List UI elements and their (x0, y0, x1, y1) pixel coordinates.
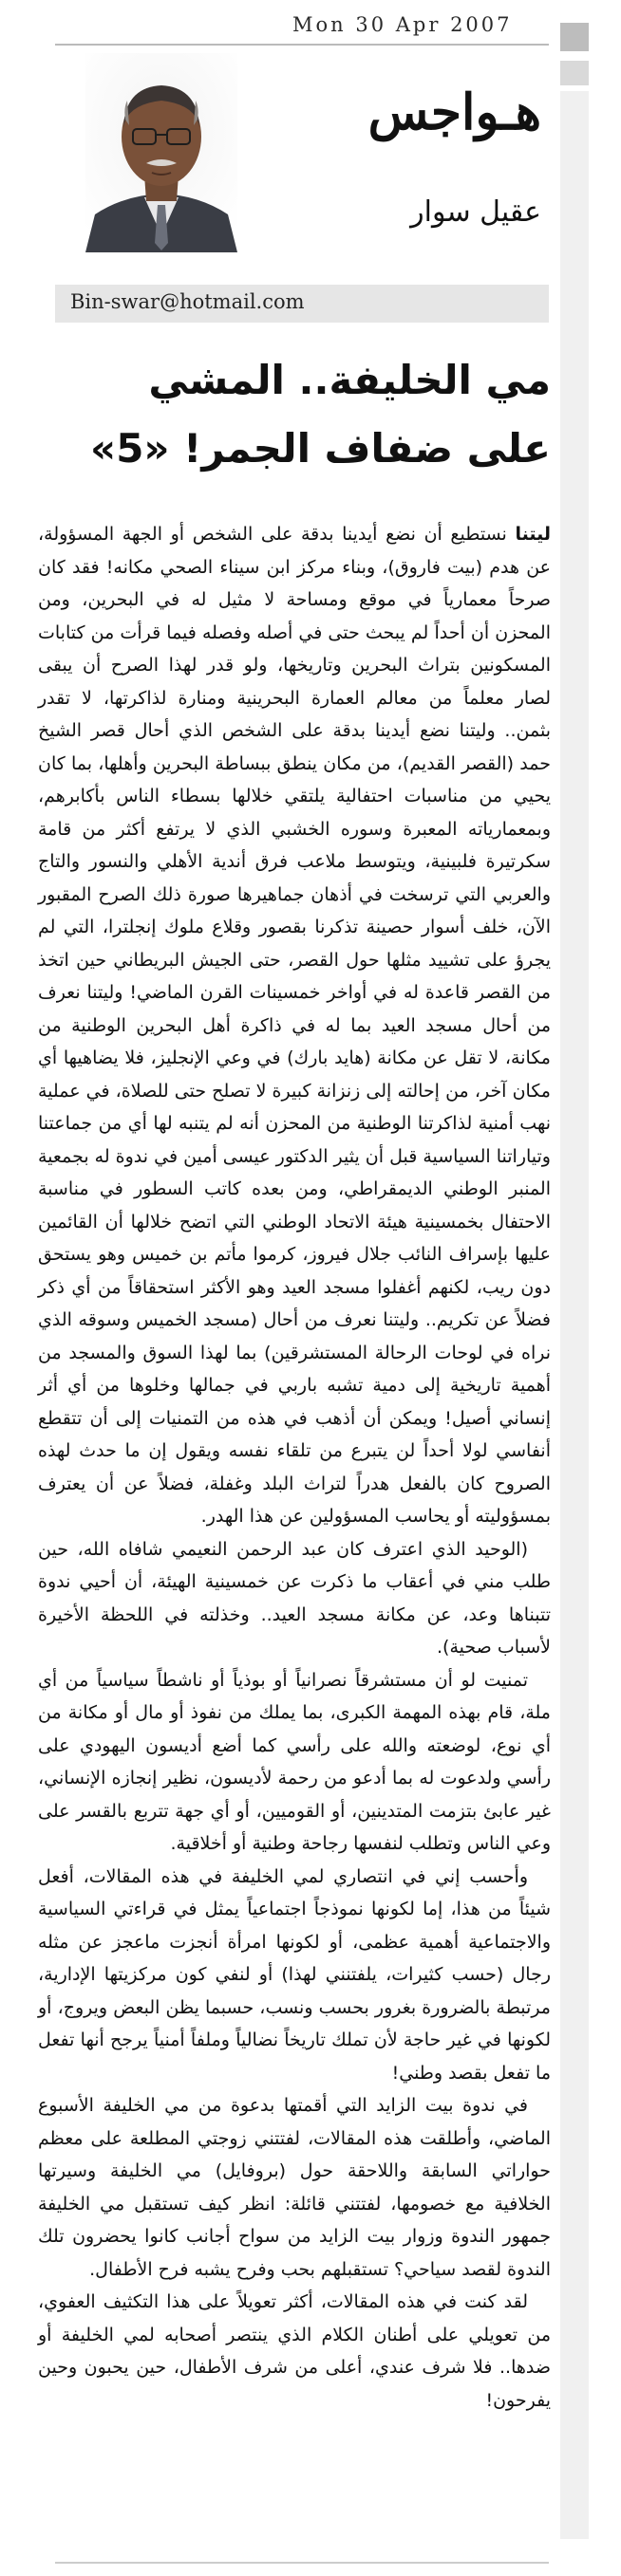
article-paragraph: وأحسب إني في انتصاري لمي الخليفة في هذه المقالات، أفعل شيئاً من هذا، إما لكونها نموذجاً اجتماعياً يمثل في قراءتي السياسية والاجتماعية أهمية عظمى، أو لكونها امرأة أنجزت ماعجز عن مثله رجال (حسب كثيرات، يلفتنني لهذا) أو لنفي كون مركزيتها الإدارية، مرتبطة بالضرورة بغرور بحسب ونسب، حسبما يظن البعض ويروج، أو لكونها في غير حاجة لأن تملك تاريخاً نضالياً وملفاً أمنياً يرجح أنها تفعل ما تفعل بقصد وطني! (38, 1865, 551, 2084)
email-bar (55, 285, 549, 323)
article-paragraph: تمنيت لو أن مستشرقاً نصرانياً أو بوذياً أو ناشطاً سياسياً من أي ملة، قام بهذه المهمة الكبرى، بما يملك من نفوذ أو مال أو مكانة من أي نوع، لوضعته والله على رأسي كما أضع أديسون اليهودي على رأسي ولدعوت له بما أدعو من رحمة لأديسون، نظير إنجازه الإنساني، غير عابئ بتزمت المتدينين، أو القوميين، أو أي جهة تتربع بالقسر على وعي الناس وتطلب لنفسها رجاحة وطنية أو أخلاقية. (38, 1669, 551, 1854)
headline-line-1: مي الخليفة.. المشي (148, 357, 551, 403)
author-name: عقيل سوار (410, 195, 541, 229)
headline-line-2: على ضفاف الجمر! «5» (90, 425, 551, 472)
publication-date: Mon 30 Apr 2007 (292, 13, 513, 36)
article-paragraph: (الوحيد الذي اعترف كان عبد الرحمن النعيمي شافاه الله، حين طلب مني في أعقاب ما ذكرت عن خمسينية الهيئة، أن أحيي ندوة تتبناها وعد، عن مكانة مسجد العيد.. وخذلته في اللحظة الأخيرة لأسباب صحية). (38, 1538, 551, 1658)
corner-decoration (560, 23, 589, 51)
author-portrait-image (85, 53, 237, 252)
bottom-divider (55, 2562, 549, 2564)
article-paragraph: لقد كنت في هذه المقالات، أكثر تعويلاً على هذا التكثيف العفوي، من تعويلي على أطنان الكلام الذي ينتصر أصحابه لمي الخليفة أو ضدها.. فلا شرف عندي، أعلى من شرف الأطفال، حين يحبون وحين يفرحون! (38, 2291, 551, 2411)
article-paragraph (38, 518, 551, 1533)
author-email: Bin-swar@hotmail.com (70, 290, 305, 313)
date-bar (55, 6, 549, 46)
article-body (38, 518, 551, 2548)
corner-decoration (560, 61, 589, 85)
column-name: هـواجس (367, 83, 541, 141)
paragraph-text: نستطيع أن نضع أيدينا بدقة على الشخص أو الجهة المسؤولة، عن هدم (بيت فاروق)، وبناء مركز ابن سيناء الصحي مكانه! فقد كان صرحاً معمارياً في موقع ومساحة لا مثيل له في البحرين، ومن المحزن أن أحداً لم يبحث حتى في أصله وفصله فيما قرأت من كتابات المسكونين بتراث البحرين وتاريخها، ولو قدر لهذا الصرح أن يبقى لصار معلماً من معالم العمارة البحرينية ومنارة لذاكرتها، لا تقدر بثمن.. وليتنا نضع أيدينا بدقة على الشخص الذي أحال قصر الشيخ حمد (القصر القديم)، من مكان ينطق ببساطة البحرين وأهلها، بما كان يحيي من مناسبات احتفالية يلتقي خلالها بسطاء الناس بأكابرهم، وبمعمارياته المعبرة وسوره الخشبي الذي لا يرتفع أكثر من قامة سكرتيرة فلبينية، ويتوسط ملاعب فرق أندية الأهلي والنسور والتاج والعربي التي ترسخت في أذهان جماهيرها صورة ذلك الصرح المقبور الآن، خلف أسوار حصينة تذكرنا بقصور وقلاع ملوك إنجلترا، التي لم يجرؤ على تشييد مثلها حول القصر، حتى الجيش البريطاني حين اتخذ من القصر قاعدة له في أواخر خمسينات القرن الماضي! وليتنا نعرف من أحال مسجد العيد بما له في ذاكرة أهل البحرين الوطنية من مكانة، لا تقل عن مكانة (هايد بارك) في وعي الإنجليز، فلا يضاهيها أي مكان آخر، من إحالته إلى زنزانة كبيرة لا تصلح حتى للصلاة، في عملية نهب أمنية لذاكرتنا الوطنية من المحزن أنه لم يتنبه لها أي من جماعتنا وتياراتنا السياسية قبل أن يثير الدكتور عيسى أمين في ندوة له بجمعية المنبر الوطني الديمقراطي، ومن بعده كاتب السطور في مناسبة الاحتفال بخمسينية هيئة الاتحاد الوطني التي اتضح خلالها أن القائمين عليها بإسراف النائب جلال فيروز، كرموا مأتم بن خميس وهو يستحق دون ريب، لكنهم أغفلوا مسجد العيد وهو الأكثر استحقاقاً من أي ذكر فضلاً عن تكريم.. وليتنا نعرف من أحال (مسجد الخميس وسوقه الذي نراه في لوحات الرحالة المستشرقين) بما لهذا السوق والمسجد من أهمية تاريخية إلى دمية تشبه باربي في جمالها وخلوها من أي أثر إنساني أصيل! ويمكن أن أذهب في هذه من التمنيات إلى أن تتقطع أنفاسي لولا أحداً لن يتبرع من تلقاء نفسه ويقول إن ما حدث لهذه الصروح كان بالفعل هدراً لتراث البلد وغفلة، فضلاً عن أن يعترف بمسؤوليته أو يحاسب المسؤولين عن هذا الهدر. (38, 524, 551, 1527)
side-strip (560, 91, 589, 2539)
lead-word: ليتنا (515, 524, 551, 545)
article-paragraph: في ندوة بيت الزايد التي أقمتها بدعوة من مي الخليفة الأسبوع الماضي، وأطلقت هذه المقالات، لفتتني زوجتي المطلعة على معظم حواراتي السابقة واللاحقة حول (بروفايل) مي الخليفة وسيرتها الخلافية مع خصومها، لفتتني قائلة: انظر كيف تستقبل مي الخليفة جمهور الندوة وزوار بيت الزايد من سواح أجانب كانوا يحضرون تلك الندوة لقصد سياحي؟ تستقبلهم بحب وفرح يشبه فرح الأطفال. (38, 2095, 551, 2280)
author-portrait (85, 53, 237, 252)
